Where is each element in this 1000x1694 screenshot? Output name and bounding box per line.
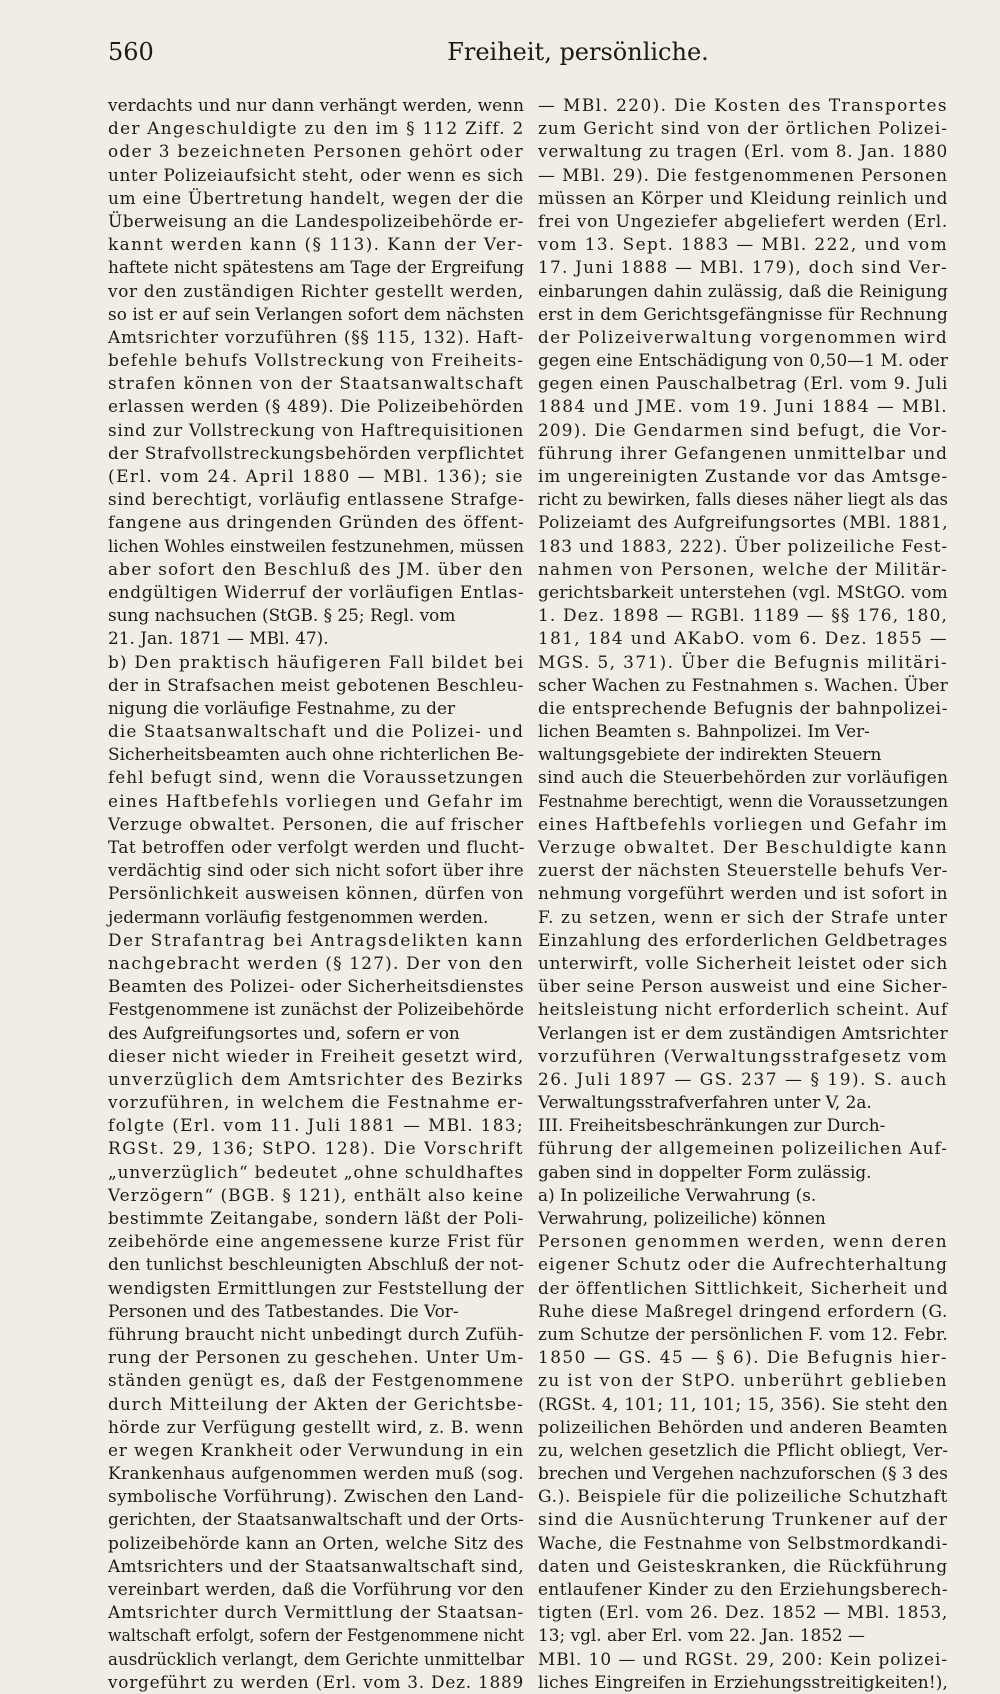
text-line: zum Schutze der persönlichen F. vom 12. Febr. [538, 1323, 948, 1344]
text-line: des Aufgreifungsortes und, sofern er von [108, 1022, 460, 1043]
text-line: der Angeschuldigte zu den im § 112 Ziff. 2 [108, 118, 525, 139]
text-line: 209). Die Gendarmen sind befugt, die Vor- [538, 419, 948, 440]
text-line: Überweisung an die Landespolizeibehörde er- [108, 210, 524, 231]
text-line: vom 13. Sept. 1883 — MBl. 222, und vom [538, 234, 948, 255]
text-line: sung nachsuchen (StGB. § 25; Regl. vom [108, 605, 456, 626]
text-line: um eine Übertretung handelt, wegen der die [108, 187, 525, 208]
text-line: 21. Jan. 1871 — MBl. 47). [108, 628, 329, 649]
text-line: über seine Person ausweist und eine Sicher- [538, 976, 949, 997]
text-line: Verwahrung, polizeiliche) können [538, 1208, 826, 1228]
text-line: sind auch die Steuerbehörden zur vorläufigen [538, 767, 949, 788]
text-line: richt zu bewirken, falls dieses näher liegt als das [538, 489, 949, 510]
text-line: polizeibehörde kann an Orten, welche Sitz des [108, 1532, 524, 1553]
text-line: aber sofort den Beschluß des JM. über den [108, 558, 524, 579]
text-line: die entsprechende Befugnis der bahnpolizei- [538, 697, 949, 718]
text-line: verwaltung zu tragen (Erl. vom 8. Jan. 1880 [538, 141, 949, 162]
text-line: 1. Dez. 1898 — RGBl. 1189 — §§ 176, 180, [538, 605, 949, 626]
text-line: Einzahlung des erforderlichen Geldbetrages [538, 929, 949, 950]
text-line: Verzögern“ (BGB. § 121), enthält also keine [108, 1184, 524, 1205]
text-line: nahmen von Personen, welche der Militär- [538, 558, 948, 579]
text-line: RGSt. 29, 136; StPO. 128). Die Vorschrift [108, 1138, 524, 1159]
text-line: vor den zuständigen Richter gestellt werden, [108, 280, 525, 301]
text-line: nehmung vorgeführt werden und ist sofort in [538, 883, 948, 904]
text-line: erst in dem Gerichtsgefängnisse für Rechnung [538, 303, 949, 324]
text-line: den tunlichst beschleunigten Abschluß der not- [108, 1254, 524, 1275]
text-line: scher Wachen zu Festnahmen s. Wachen. Über [538, 674, 949, 695]
right-text-column [538, 94, 950, 1692]
text-line: (Erl. vom 24. April 1880 — MBl. 136); sie [108, 466, 525, 486]
text-line: er wegen Krankheit oder Verwundung in ein [108, 1439, 524, 1460]
text-line: zu ist von der StPO. unberührt geblieben [538, 1370, 948, 1391]
text-line: Beamten des Polizei- oder Sicherheitsdienstes [108, 976, 524, 997]
text-line: 1850 — GS. 45 — § 6). Die Befugnis hier- [538, 1347, 949, 1368]
text-line: Polizeiamt des Aufgreifungsortes (MBl. 1881, [538, 512, 949, 533]
text-line: waltungsgebiete der indirekten Steuern [538, 744, 882, 765]
text-line: gegen einen Pauschalbetrag (Erl. vom 9. Juli [538, 373, 949, 394]
text-line: symbolische Vorführung). Zwischen den Land- [108, 1486, 524, 1507]
text-line: eigener Schutz oder die Aufrechterhaltung [538, 1254, 948, 1275]
text-line: Verlangen ist er dem zuständigen Amtsrichter [538, 1022, 948, 1043]
text-line: 183 und 1883, 222). Über polizeiliche Fest- [538, 535, 949, 556]
text-line: — MBl. 29). Die festgenommenen Personen [538, 164, 948, 185]
text-line: fangene aus dringenden Gründen des öffent- [108, 512, 525, 533]
text-line: bestimmte Zeitangabe, sondern läßt der Poli- [108, 1208, 524, 1228]
text-line: Amtsrichter vorzuführen (§§ 115, 132). Haft- [108, 326, 524, 347]
text-line: sind zur Vollstreckung von Haftrequisitionen [108, 419, 524, 440]
text-line: Verzuge obwaltet. Der Beschuldigte kann [538, 837, 948, 857]
text-line: eines Haftbefehls vorliegen und Gefahr im [538, 813, 948, 834]
text-line: Persönlichkeit ausweisen können, dürfen von [108, 883, 525, 904]
page-number: 560 [108, 38, 154, 66]
text-line: fehl befugt sind, wenn die Voraussetzungen [108, 767, 525, 788]
text-line: vereinbart werden, daß die Vorführung vor den [108, 1579, 524, 1599]
text-line: „unverzüglich“ bedeutet „ohne schuldhaftes [108, 1161, 524, 1182]
text-line: oder 3 bezeichneten Personen gehört oder [108, 141, 525, 162]
text-line: nigung die vorläufige Festnahme, zu der [108, 697, 456, 718]
text-line: — MBl. 220). Die Kosten des Transportes [538, 95, 948, 115]
text-line: unterwirft, volle Sicherheit leistet oder sich [538, 952, 948, 973]
text-line: zu, welchen gesetzlich die Pflicht obliegt, Ver- [538, 1439, 949, 1460]
page-header [108, 38, 944, 78]
text-line: Verwaltungsstrafverfahren unter V, 2a. [538, 1092, 872, 1113]
text-line: gegen eine Entschädigung von 0,50—1 M. oder [538, 350, 948, 371]
left-text-column [108, 94, 528, 1692]
text-line: sind berechtigt, vorläufig entlassene Strafge- [108, 489, 525, 510]
text-line: Verzuge obwaltet. Personen, die auf frischer [108, 813, 525, 834]
text-line: b) Den praktisch häufigeren Fall bildet bei [108, 651, 525, 672]
text-line: hörde zur Verfügung gestellt wird, z. B. wenn [108, 1416, 524, 1437]
text-line: F. zu setzen, wenn er sich der Strafe unter [538, 906, 948, 927]
text-line: jedermann vorläufig festgenommen werden. [108, 906, 489, 927]
text-line: Amtsrichter durch Vermittlung der Staatsan- [108, 1602, 524, 1623]
text-line: der Polizeiverwaltung vorgenommen wird [538, 326, 948, 347]
text-line: sind die Ausnüchterung Trunkener auf der [538, 1509, 948, 1530]
text-line: rung der Personen zu geschehen. Unter Um- [108, 1347, 524, 1368]
text-line: (RGSt. 4, 101; 11, 101; 15, 356). Sie steht den [538, 1393, 949, 1414]
text-line: III. Freiheitsbeschränkungen zur Durch- [538, 1115, 886, 1136]
text-line: kannt werden kann (§ 113). Kann der Ver- [108, 234, 524, 255]
text-line: daten und Geisteskranken, die Rückführung [538, 1555, 948, 1576]
text-line: gaben sind in doppelter Form zulässig. [538, 1161, 872, 1182]
text-line: durch Mitteilung der Akten der Gerichtsbe- [108, 1393, 524, 1414]
text-line: gerichten, der Staatsanwaltschaft und der Orts- [108, 1509, 524, 1530]
text-line: eines Haftbefehls vorliegen und Gefahr im [108, 790, 524, 811]
text-line: zuerst der nächsten Steuerstelle behufs Ver- [538, 860, 949, 881]
text-line: erlassen werden (§ 489). Die Polizeibehörden [108, 396, 525, 417]
text-line: nachgebracht werden (§ 127). Der von den [108, 952, 525, 973]
text-line: unter Polizeiaufsicht steht, oder wenn es sich [108, 164, 524, 185]
text-line: zeibehörde eine angemessene kurze Frist für [108, 1231, 524, 1252]
text-line: ausdrücklich verlangt, dem Gerichte unmittelbar [108, 1648, 524, 1669]
text-line: Amtsrichters und der Staatsanwaltschaft sind, [108, 1555, 524, 1576]
text-line: führung der allgemeinen polizeilichen Auf- [538, 1138, 948, 1159]
text-line: der Strafvollstreckungsbehörden verpflichtet [108, 442, 525, 463]
text-line: die Staatsanwaltschaft und die Polizei- und [108, 721, 524, 742]
text-line: dieser nicht wieder in Freiheit gesetzt wird, [108, 1045, 525, 1066]
text-line: 1884 und JME. vom 19. Juni 1884 — MBl. [538, 396, 949, 417]
text-line: folgte (Erl. vom 11. Juli 1881 — MBl. 183; [108, 1115, 524, 1136]
text-line: 13; vgl. aber Erl. vom 22. Jan. 1852 — [538, 1625, 865, 1646]
text-line: im ungereinigten Zustande vor das Amtsge- [538, 466, 948, 486]
text-line: verdachts und nur dann verhängt werden, wenn [108, 95, 525, 115]
text-line: vorzuführen, in welchem die Festnahme er- [108, 1092, 525, 1113]
text-line: waltschaft erfolgt, sofern der Festgenommene nicht [108, 1625, 525, 1646]
text-line: 17. Juni 1888 — MBl. 179), doch sind Ver- [538, 257, 948, 278]
text-line: müssen an Körper und Kleidung reinlich und [538, 187, 948, 208]
text-line: heitsleistung nicht erforderlich scheint. Auf [538, 999, 948, 1020]
text-line: 26. Juli 1897 — GS. 237 — § 19). S. auch [538, 1068, 949, 1089]
text-line: entlaufener Kinder zu den Erziehungsberech- [538, 1579, 948, 1599]
text-line: liches Eingreifen in Erziehungsstreitigkeiten!), [538, 1671, 949, 1692]
text-line: Der Strafantrag bei Antragsdelikten kann [108, 929, 525, 950]
text-line: führung braucht nicht unbedingt durch Zufüh- [108, 1323, 525, 1344]
text-line: so ist er auf sein Verlangen sofort dem nächsten [108, 303, 524, 324]
text-line: Festnahme berechtigt, wenn die Voraussetzungen [538, 790, 949, 811]
text-line: frei von Ungeziefer abgeliefert werden (Erl. [538, 210, 949, 231]
text-line: Tat betroffen oder verfolgt werden und flucht- [108, 837, 525, 857]
text-line: ständen genügt es, daß der Festgenommene [108, 1370, 524, 1391]
text-line: gerichtsbarkeit unterstehen (vgl. MStGO. vom [538, 581, 948, 602]
text-line: tigten (Erl. vom 26. Dez. 1852 — MBl. 1853, [538, 1602, 948, 1623]
text-line: MGS. 5, 371). Über die Befugnis militäri- [538, 651, 948, 672]
text-line: haftete nicht spätestens am Tage der Ergreifung [108, 257, 524, 278]
text-line: strafen können von der Staatsanwaltschaft [108, 373, 525, 394]
text-line: der öffentlichen Sittlichkeit, Sicherheit und [538, 1277, 949, 1298]
text-line: G.). Beispiele für die polizeiliche Schutzhaft [538, 1486, 949, 1507]
text-line: unverzüglich dem Amtsrichter des Bezirks [108, 1068, 524, 1089]
text-line: a) In polizeiliche Verwahrung (s. [538, 1184, 817, 1205]
text-line: Krankenhaus aufgenommen werden muß (sog. [108, 1463, 525, 1484]
text-line: der in Strafsachen meist gebotenen Beschleu- [108, 674, 524, 695]
running-title: Freiheit, persönliche. [447, 38, 709, 66]
text-line: Festgenommene ist zunächst der Polizeibehörde [108, 999, 525, 1020]
text-line: zum Gericht sind von der örtlichen Polizei- [538, 118, 948, 139]
text-line: lichen Beamten s. Bahnpolizei. Im Ver- [538, 721, 870, 742]
text-line: vorgeführt zu werden (Erl. vom 3. Dez. 1889 [108, 1671, 524, 1692]
text-line: 181, 184 und AKabO. vom 6. Dez. 1855 — [538, 628, 949, 649]
text-line: Sicherheitsbeamten auch ohne richterlichen Be- [108, 744, 524, 765]
text-line: MBl. 10 — und RGSt. 29, 200: Kein polizei- [538, 1648, 948, 1669]
text-line: einbarungen dahin zulässig, daß die Reinigung [538, 280, 949, 301]
text-line: wendigsten Ermittlungen zur Feststellung der [108, 1277, 525, 1298]
text-line: verdächtig sind oder sich nicht sofort über ihre [108, 860, 524, 881]
text-line: befehle behufs Vollstreckung von Freiheits- [108, 350, 525, 371]
text-line: endgültigen Widerruf der vorläufigen Entlas- [108, 581, 525, 602]
text-line: lichen Wohles einstweilen festzunehmen, müssen [108, 535, 525, 556]
text-line: führung ihrer Gefangenen unmittelbar und [538, 442, 948, 463]
text-line: brechen und Vergehen nachzuforschen (§ 3 des [538, 1463, 948, 1484]
text-line: Personen genommen werden, wenn deren [538, 1231, 948, 1252]
text-line: polizeilichen Behörden und anderen Beamten [538, 1416, 948, 1437]
text-line: Personen und des Tatbestandes. Die Vor- [108, 1300, 459, 1321]
text-line: Ruhe diese Maßregel dringend erfordern (G. [538, 1300, 948, 1321]
text-line: vorzuführen (Verwaltungsstrafgesetz vom [538, 1045, 948, 1066]
text-line: Wache, die Festnahme von Selbstmordkandi- [538, 1532, 948, 1553]
